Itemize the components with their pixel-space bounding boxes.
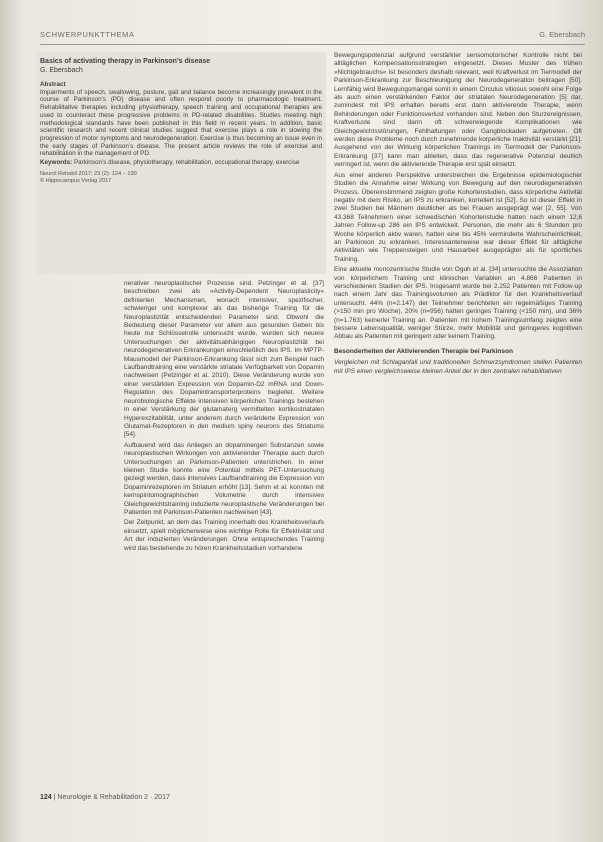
abstract-body: Impairments of speech, swallowing, posture, gait and balance become increasingly prevalent in the course of Parkinson’s (PD) disease and often respond poorly to pharmacologic treatment. Rehabilitative therapies including physiotherapy, speech training and occupational therapies are used to counteract these progressive problems in PD-related disabilities. Studies meeting high methodological standards have been published in this field in recent years. In addition, basic scientific research and recent clinical studies suggest that exercise plays a role in slowing the progression of motor symptoms and neurodegeneration. Exercise is thus becoming an issue even in the early stages of Parkinson’s disease. The present article reviews the role of exercise and rehabilitation in the management of PD. [40,88,322,158]
article-author: G. Ebersbach [40,67,83,74]
journal-name: | Neurologie & Rehabilitation 2 · 2017 [53,794,170,801]
body-paragraph: Aufbauend wird das Anliegen an dopaminergen Substanzen sowie neuroplastischen Wirkungen von aktivierender Therapie auch durch Untersuchungen an Parkinson-Patienten unterstrichen. In einer kleinen Studie konnte eine Potential mittels PET-Untersuchung gezeigt werden, dass intensives Laufbandtraining die Expression von Dopaminrezeptoren im Striatum erhöht [13]. Sehm et al. konnten mit kernspintomographischen Volumetrie durch intensives Gleichgewichtstraining induzierte neuroplastische Veränderungen bei Patienten mit Parkinson-Patienten nachweisen [43]. [124,441,324,516]
header-author: G. Ebersbach [539,30,585,39]
running-header [40,30,585,42]
citation: Neurol Rehabil 2017; 23 (2): 124 – 130 [40,170,137,177]
keywords-text: Parkinson’s disease, physiotherapy, rehabilitation, occupational therapy, exercise [73,159,300,167]
article-title: Basics of activating therapy in Parkinson’s disease [40,58,211,65]
body-paragraph: Bewegungspotenzial aufgrund verstärkter sensomotorischer Kontrolle nicht bei alltäglichen Kompensationsstrategien eingesetzt. Dieses Muster des frühen »Nichtgebrauchs« ist besonders deshalb relevant, weil Kraftverlust im Tiermodell der Parkinson-Erkrankung zur Beschleunigung der Neurodegeneration beitragen [50]. Lernfähig wird Bewegungsmangel somit in einem Circulus vitiosus sowohl eine Folge als auch einen verstärkenden Faktor der striatalen Neurodegeneration [5] dar, zumindest mit IPS erhalten bereits erst dann aktivierende Therapie, wenn Behinderungen oder Funktionsverlust vorhanden sind. Neben den Sturzereignissen, Kraftverluste sind dann oft schwerwiegende Komplikationen wie Gleichgewichtsstörungen, Fehlhaltungen oder Gangblockaden aufgetreten. Oft werden diese Probleme noch durch zunehmende korperliche Inaktivität verstärkt [21]. Ausgehend von der Wirkung körperlichen Trainings im Tiermodell der Parkinson-Erkrankung [37] kann man ableiten, dass das regenerative Potenzial deutlich verringert ist, wenn die aktivierende Therapie erst spät einsetzt. [334,52,582,169]
right-text-column [334,52,582,378]
section-label: SCHWERPUNKTTHEMA [40,30,135,39]
keywords-label: Keywords: [40,159,73,167]
section-subheading: Besonderheiten der Aktivierenden Therapie bei Parkinson [334,347,513,355]
header-rule [40,44,585,45]
copyright: © Hippocampus Verlag 2017 [40,177,112,184]
english-abstract [40,57,322,185]
keywords-line [40,159,322,167]
body-paragraph: Der Zeitpunkt, an dem das Training innerhalb des Krankheitsverlaufs einsetzt, spielt möglicherweise eine wichtige Rolle für Effektivität und Art der induzierten Veränderungen. Ohne entsprechendes Training wird das bestehende zu hören Krankheitsstadium vorhandene [124,519,324,552]
left-text-column [124,280,324,555]
page-footer [40,794,170,801]
abstract-heading: Abstract [40,81,66,88]
body-paragraph: Vergleichen mit Schlaganfall und traditionellen Schmerzsyndromen stellen Patienten mit IPS einen vergleichsweise kleinen Anteil der in den zentralen rehabilitativen [334,359,582,375]
page-number: 124 [40,794,52,801]
body-paragraph: Aus einer anderen Perspektive unterstreichen die Ergebnisse epidemiologischer Studien die Annahme einer Wirkung von Bewegung auf den neurodegenerativen Prozess. Übereinstimmend zeigten große Kohortenstudien, dass körperliche Aktivität negativ mit dem Risiko, an IPS zu erkranken, korreliert ist [52]. So ist dieser Effekt in zwei Studien bei Männern deutlicher als bei Frauen ausgeprägt war [2, 55]. Von 43.368 Teilnehmern einer schwedischen Kohortenstudie hatten nach einem 12,6 Jahren Follow-up 286 ein IPS entwickelt. Personen, die mehr als 6 Stunden pro Woche körperlich aktiv waren, hatten eine bis 45% verminderte Wahrscheinlichkeit, an Parkinson zu erkranken. Interessanterweise war dieser Effekt für alltägliche Aktivitäten wie Treppensteigen und Hausarbeit ausgeprägter als für sportliches Training. [334,171,582,263]
body-paragraph: nerativer neuroplastischer Prozesse sind. Petzinger et al. [37] beschreiben zwei als »Activity-Dependent Neuroplasticity« definierten Mechanismen, wonach intensiver, spezifischer, schwieriger und komplexer als das bisherige Training für die Neuroplastizität entscheidenden Parameter sind. Obwohl die Bedeutung dieser Parameter vor allem aus gesunden Geben bis heute nur Schlüsselrolle untersucht wurde, wurden sich neuere Untersuchungen der aktivitätsabhängigen Neuroplastizität bei neurodegenerativen Erkrankungen einschließlich des IPS. Im MPTP-Mausmodell der Parkinson-Erkrankung lässt sich zum Beispiel nach Laufbandtraining eine verstärkte striatale Verfügbarkeit von Dopamin nachweisen (Petzinger et al. 2010). Diese Veränderung wurde von einer verstärkten Expression von Dopamin-D2 mRNA und Down-Regulation des Dopamintransporterproteins begleitet. Weitere neurobiologische Effekte intensiven körperlichen Trainings bestehen in einer Verstärkung der glutamaterg vermittelten kortikostriatalen Hyperexzitabilität, unter anderem durch veränderte Expression von Glutamat-Rezeptoren in den medium spiny neurons des Striatums [54]. [124,280,324,439]
body-paragraph: Eine aktuelle monozentrische Studie von Oguh et al. [34] untersuchte die Assoziation von körperlichem Training und klinischen Variablen an 4.866 Patienten in verschiedenen Stadien der IPS. Insgesamt wurde bei 2.252 Patienten mit Follow-up nach einem Jahr das Trainingsvolumen als Prädiktor für den Krankheitsverlauf untersucht. 44% (n=2.147) der Teilnehmer berichteten ein regelmäßiges Training (>150 min pro Woche), 20% (n=956) hatten geringes Training (<150 min), und 36% (n=1.763) keinerlei Training an. Patienten mit hohem Trainingsumfang zeigten eine bessere Lebensqualität, weniger Stürze, mehr Mobilität und geringeres kognitiven Abbau als Patienten mit geringem oder keinem Training. [334,266,582,341]
